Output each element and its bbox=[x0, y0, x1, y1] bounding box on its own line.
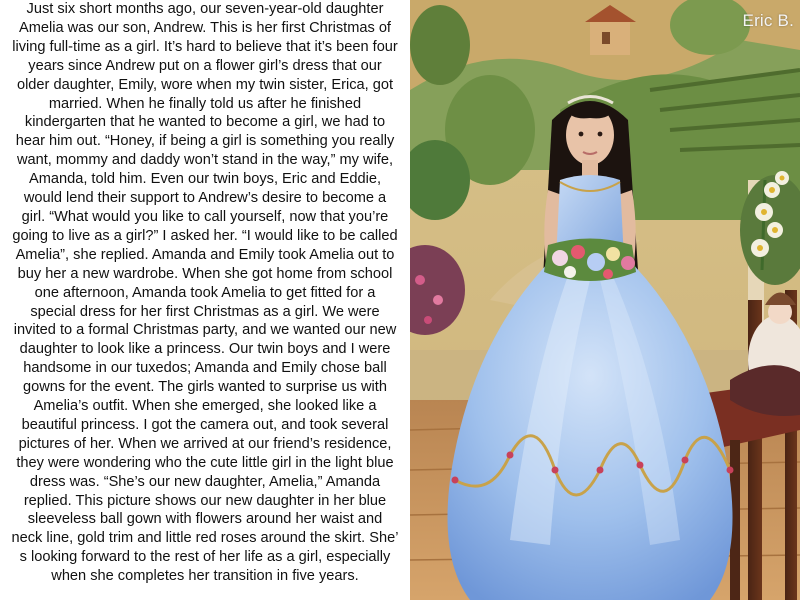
story-line: want, mommy and daddy won’t stand in the way,” my wife, bbox=[16, 152, 394, 169]
story-line: Amelia’s outfit. When she emerged, she looked like a bbox=[33, 398, 377, 415]
story-line: Just six short months ago, our seven-year-old daughter bbox=[26, 1, 384, 17]
story-line: Amelia was our son, Andrew. This is her first Christmas of bbox=[18, 19, 391, 36]
story-line: would lend their support to Andrew’s desire to become a bbox=[23, 190, 387, 207]
story-line: living full-time as a girl. It’s hard to believe that it’s been four bbox=[12, 38, 398, 55]
story-line: Amelia”, she replied. Amanda and Emily took Amelia out to bbox=[15, 246, 395, 263]
story-line: s looking forward to the rest of her life as a girl, especially bbox=[19, 549, 391, 566]
story-line: daughter to look like a princess. Our twin boys and I were bbox=[19, 341, 391, 358]
photo-panel bbox=[410, 0, 800, 600]
story-line: pictures of her. When we arrived at our friend’s residence, bbox=[18, 435, 392, 452]
girl-in-gown-photo bbox=[410, 0, 800, 600]
story-line: invited to a formal Christmas party, and we wanted our new bbox=[13, 322, 397, 339]
story-line: buy her a new wardrobe. When she got home from school bbox=[17, 265, 393, 282]
story-line: years since Andrew put on a flower girl’s dress that our bbox=[28, 57, 382, 74]
story-line: going to live as a girl?” I asked her. “I would like to be called bbox=[12, 227, 398, 244]
story-line: beautiful princess. I got the camera out, and took several bbox=[21, 416, 389, 433]
story-line: girl. “What would you like to call yourself, now that you’re bbox=[21, 208, 389, 225]
story-line: dress was. “She’s our new daughter, Amelia,” Amanda bbox=[29, 473, 381, 490]
story-line: gowns for the event. The girls wanted to surprise us with bbox=[23, 379, 387, 396]
story-line: one afternoon, Amanda took Amelia to get fitted for a bbox=[34, 284, 376, 301]
story-line: married. When he finally told us after he finished bbox=[48, 95, 362, 112]
story-line: older daughter, Emily, wore when my twin sister, Erica, got bbox=[16, 76, 394, 93]
waist-flowers bbox=[544, 239, 636, 282]
story-line: replied. This picture shows our new daughter in her blue bbox=[23, 492, 387, 509]
story-line: kindergarten that he wanted to become a girl, we had to bbox=[24, 114, 386, 131]
story-line: they were wondering who the cute little girl in the light blue bbox=[16, 454, 394, 471]
story-line: hear him out. “Honey, if being a girl is something you really bbox=[15, 133, 395, 150]
story-line: sleeveless ball gown with flowers around her waist and bbox=[27, 511, 383, 528]
story-line: handsome in our tuxedos; Amanda and Emily chose ball bbox=[23, 360, 387, 377]
photo-credit: Eric B. bbox=[742, 11, 794, 30]
story-line: Amanda, told him. Even our twin boys, Eric and Eddie, bbox=[28, 171, 382, 188]
story-line: neck line, gold trim and little red roses around the skirt. She’ bbox=[11, 530, 399, 547]
story-line: special dress for her first Christmas as a girl. We were bbox=[30, 303, 380, 320]
story-line: when she completes her transition in five years. bbox=[51, 568, 359, 585]
